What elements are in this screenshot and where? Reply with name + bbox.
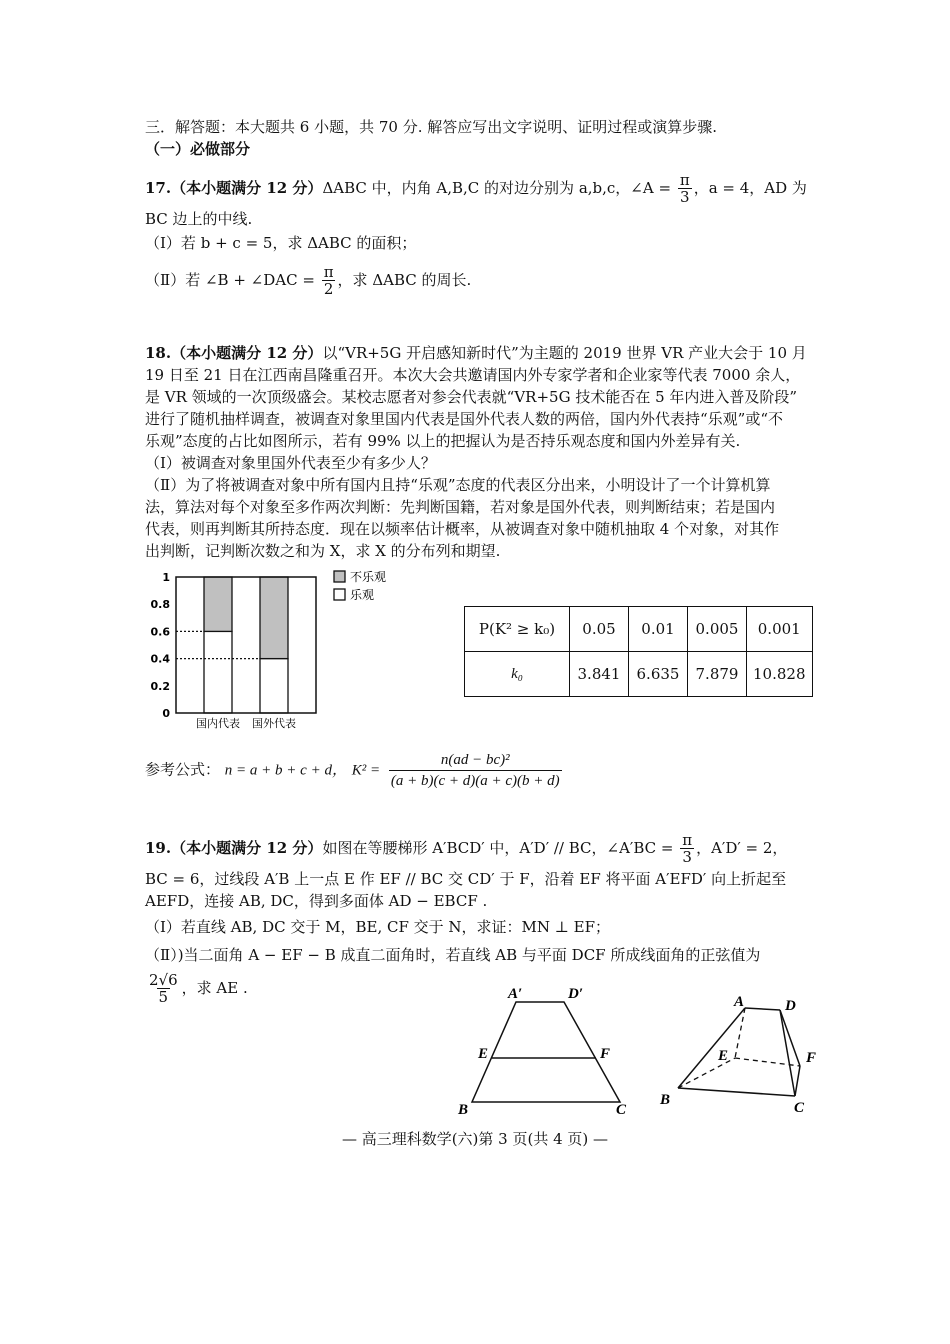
bar-segment xyxy=(260,659,288,713)
label-a: A xyxy=(734,994,745,1010)
table-cell: 3.841 xyxy=(570,652,629,697)
q18-part1: （Ⅰ）被调查对象里国外代表至少有多少人？ xyxy=(145,454,436,472)
legend-swatch xyxy=(334,589,345,600)
q17-angle-fraction: $\frac{\pi}{3}$ xyxy=(679,171,690,206)
section-subheading: （一）必做部分 xyxy=(145,140,251,158)
label-d-prime: D′ xyxy=(568,986,584,1002)
critical-value-table xyxy=(464,606,813,697)
label-c: C xyxy=(794,1100,805,1116)
label-e: E xyxy=(718,1048,729,1064)
reference-formula: 参考公式： n = a + b + c + d， K² = $\frac{\text{n(ad − bc)²}}{(a + b)(c + d)(a + c)(b + d)}$ xyxy=(145,752,560,789)
table-cell: 7.879 xyxy=(688,652,747,697)
table-cell: 10.828 xyxy=(747,652,813,697)
trapezoid-figure xyxy=(450,980,640,1120)
y-tick-label: 0.4 xyxy=(150,652,170,666)
k-squared-fraction: $\frac{\text{n(ad − bc)²}}{(a + b)(c + d)(a + c)(b + d)}$ xyxy=(390,752,560,789)
bar-segment xyxy=(204,577,232,631)
label-c: C xyxy=(616,1102,627,1118)
q17-line2: BC 边上的中线. xyxy=(145,210,253,228)
q19-line2: BC = 6，过线段 A′B 上一点 E 作 EF // BC 交 CD′ 于 F，沿着 EF 将平面 A′EFD′ 向上折起至 xyxy=(145,870,787,888)
y-tick-label: 0.6 xyxy=(150,625,170,639)
table-cell: 0.005 xyxy=(688,607,747,652)
bar-segment xyxy=(204,631,232,713)
q17-label: 17. xyxy=(145,179,172,197)
q18-label: 18. xyxy=(145,344,172,362)
q19-line3: AEFD，连接 AB, DC，得到多面体 AD − EBCF . xyxy=(145,892,488,910)
table-header-cell: k₀ xyxy=(465,652,570,697)
legend-label: 不乐观 xyxy=(350,570,387,584)
label-f: F xyxy=(806,1050,817,1066)
label-b: B xyxy=(660,1092,671,1108)
q17-stem-a: ΔABC 中，内角 A,B,C 的对边分别为 a,b,c，∠A = xyxy=(322,179,672,197)
q19-part1: （Ⅰ）若直线 AB, DC 交于 M，BE, CF 交于 N，求证：MN ⊥ EF； xyxy=(145,918,611,936)
q18-part2-line3: 代表，则再判断其所持态度．现在以频率估计概率，从被调查对象中随机抽取 4 个对象，对其作 xyxy=(145,520,780,538)
y-tick-label: 1 xyxy=(162,571,170,584)
y-tick-label: 0.8 xyxy=(150,598,170,612)
q17-part2: （Ⅱ）若 ∠B + ∠DAC = $\frac{\pi}{2}$ ，求 ΔABC 的周长. xyxy=(145,263,472,298)
legend-swatch xyxy=(334,571,345,582)
legend-label: 乐观 xyxy=(350,588,375,602)
table-cell: 0.01 xyxy=(629,607,688,652)
q17-line1 xyxy=(145,172,807,206)
q18-part2-line1: （Ⅱ）为了将被调查对象中所有国内且持“乐观”态度的代表区分出来，小明设计了一个计算机算 xyxy=(145,476,771,494)
table-header-cell: P(K² ≥ k₀) xyxy=(465,607,570,652)
y-tick-label: 0 xyxy=(162,707,170,720)
label-a-prime: A′ xyxy=(508,986,523,1002)
q19-line1: 19.（本小题满分 12 分）如图在等腰梯形 A′BCD′ 中，A′D′ // BC，∠A′BC = $\frac{\pi}{3}$ ，A′D′ = 2， xyxy=(145,831,788,866)
section-heading: 三．解答题：本大题共 6 小题，共 70 分. 解答应写出文字说明、证明过程或演算步骤. xyxy=(145,118,718,136)
q17-points: （本小题满分 12 分） xyxy=(171,179,323,197)
table-cell: 6.635 xyxy=(629,652,688,697)
table-cell: 0.001 xyxy=(747,607,813,652)
q19-angle-fraction: $\frac{\pi}{3}$ xyxy=(682,831,693,866)
q18-points: （本小题满分 12 分） xyxy=(171,344,323,362)
q18-part2-line2: 法，算法对每个对象至多作两次判断：先判断国籍，若对象是国外代表，则判断结束；若是国内 xyxy=(145,498,776,516)
polyhedron-figure xyxy=(650,990,830,1120)
bar-segment xyxy=(260,577,288,659)
y-tick-label: 0.2 xyxy=(150,679,170,693)
table-cell: 0.05 xyxy=(570,607,629,652)
q17-stem-b: ，a = 4，AD 为 xyxy=(693,179,807,197)
stacked-bar-chart xyxy=(140,565,430,740)
q19-part3: $\frac{2√6}{5}$ ，求 AE . xyxy=(149,971,248,1006)
q19-sine-fraction: $\frac{2√6}{5}$ xyxy=(149,971,178,1006)
table-row xyxy=(465,607,813,652)
q18-line2: 19 日至 21 日在江西南昌隆重召开。本次大会共邀请国内外专家学者和企业家等代表 7000 余人， xyxy=(145,366,801,384)
q18-part2-line4: 出判断，记判断次数之和为 X，求 X 的分布列和期望. xyxy=(145,542,501,560)
label-f: F xyxy=(600,1046,611,1062)
q17-part1: （Ⅰ）若 b + c = 5，求 ΔABC 的面积； xyxy=(145,234,417,252)
q19-points: （本小题满分 12 分） xyxy=(171,839,323,857)
label-d: D xyxy=(785,998,796,1014)
q18-line1: 18.（本小题满分 12 分）以“VR+5G 开启感知新时代”为主题的 2019 世界 VR 产业大会于 10 月 xyxy=(145,344,807,362)
page-footer: — 高三理科数学(六)第 3 页(共 4 页) — xyxy=(341,1130,609,1148)
label-b: B xyxy=(458,1102,469,1118)
x-tick-label: 国外代表 xyxy=(252,717,296,730)
q17-part2-fraction: $\frac{\pi}{2}$ xyxy=(323,263,334,298)
plot-frame xyxy=(176,577,316,713)
label-e: E xyxy=(478,1046,489,1062)
q19-label: 19. xyxy=(145,839,172,857)
q19-part2: （Ⅱ）)当二面角 A − EF − B 成直二面角时，若直线 AB 与平面 DCF 所成线面角的正弦值为 xyxy=(145,946,761,964)
q18-line5: 乐观”态度的占比如图所示，若有 99% 以上的把握认为是否持乐观态度和国内外差异有关. xyxy=(145,432,741,450)
q18-line3: 是 VR 领域的一次顶级盛会。某校志愿者对参会代表就“VR+5G 技术能否在 5 年内进入普及阶段” xyxy=(145,388,798,406)
q18-line4: 进行了随机抽样调查，被调查对象里国内代表是国外代表人数的两倍，国内外代表持“乐观”或“不 xyxy=(145,410,784,428)
table-row xyxy=(465,652,813,697)
x-tick-label: 国内代表 xyxy=(196,717,240,730)
